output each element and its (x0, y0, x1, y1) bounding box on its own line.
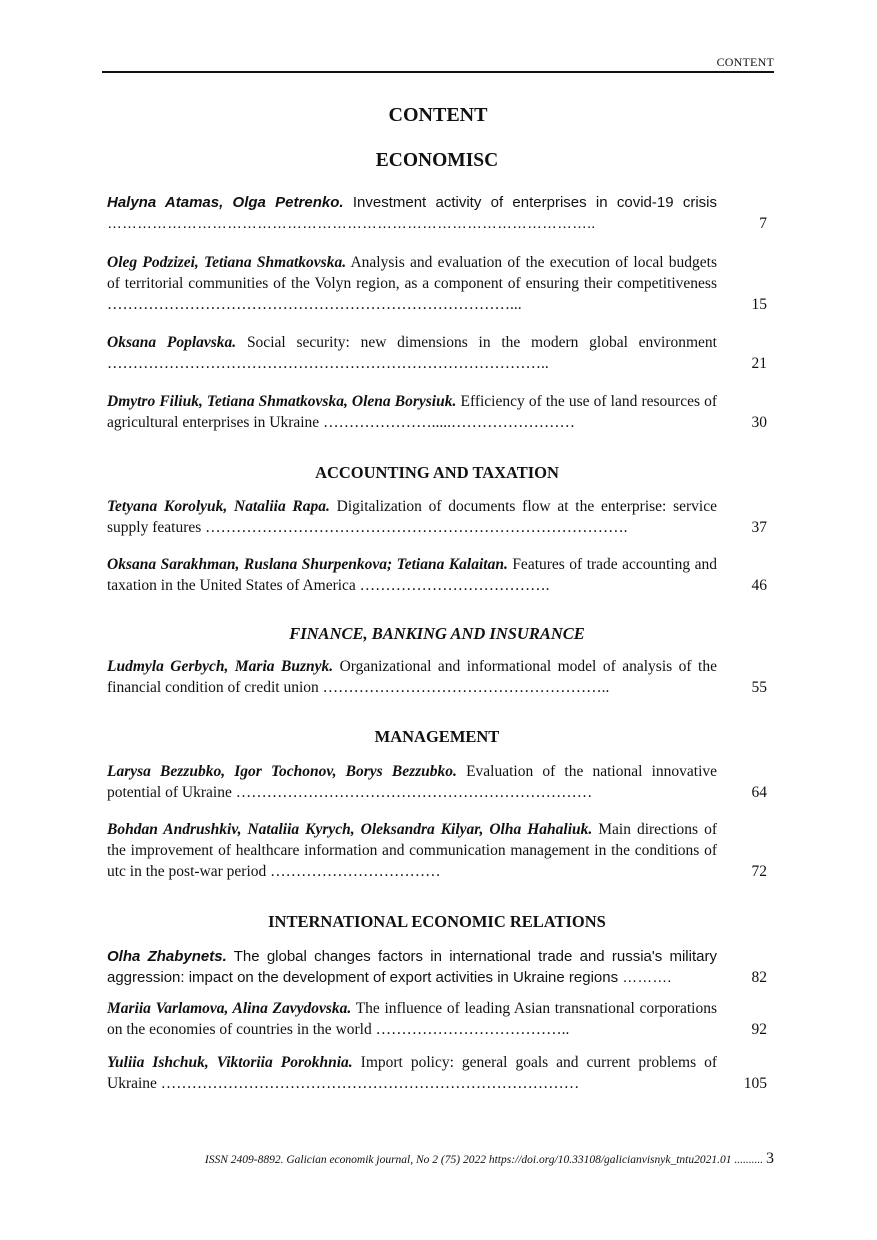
entry-page-number: 30 (751, 414, 767, 431)
entry-title: Main directions of the improvement of healthcare information and communication management in the conditions of utc in the post-war period (107, 821, 717, 880)
entry-title: Organizational and informational model of analysis of the financial condition of credit union (107, 658, 717, 696)
table-of-contents (107, 150, 767, 1094)
entry-page-number: 7 (759, 215, 767, 232)
entry-authors: Yuliia Ishchuk, Viktoriia Porokhnia. (107, 1054, 353, 1071)
entry-authors: Halyna Atamas, Olga Petrenko. (107, 194, 344, 211)
entry-title: Investment activity of enterprises in covid-19 crisis (352, 194, 717, 211)
toc-entry[interactable] (107, 946, 767, 988)
entry-authors: Larysa Bezzubko, Igor Tochonov, Borys Bezzubko. (107, 763, 457, 780)
entry-title: Efficiency of the use of land resources of agricultural enterprises in Ukraine (107, 393, 718, 431)
dot-leader: ………………………………………………………………………….. (107, 355, 549, 372)
running-head: CONTENT (716, 55, 774, 69)
header-rule (102, 71, 774, 73)
entry-title: Digitalization of documents flow at the enterprise: service supply features (107, 498, 717, 536)
entry-text (107, 332, 717, 374)
dot-leader: ……………………………………………….. (318, 679, 610, 696)
entry-text (107, 656, 717, 698)
entry-authors: Bohdan Andrushkiv, Nataliia Kyrych, Oleksandra Kilyar, Olha Hahaliuk. (107, 821, 593, 838)
entry-page-number: 15 (751, 296, 767, 313)
entry-title: Analysis and evaluation of the execution of local budgets of territorial communities of the Volyn region, as a component of ensuring their competitiveness (107, 254, 718, 292)
section-heading-finance: FINANCE, BANKING AND INSURANCE (289, 624, 585, 643)
entry-authors: Oksana Sarakhman, Ruslana Shurpenkova; Tetiana Kalaitan. (107, 556, 508, 573)
dot-leader: ………………….....…………………… (319, 414, 575, 431)
toc-entry[interactable] (107, 192, 767, 234)
entry-page-number: 55 (751, 679, 767, 696)
entry-title: Import policy: general goals and current problems of Ukraine (107, 1054, 718, 1092)
dot-leader: ……………………………………………………………………... (107, 296, 522, 313)
entry-text (107, 946, 717, 988)
entry-title: The global changes factors in international trade and russia's military aggression: impact on the development of export activities in Ukraine regions (107, 948, 717, 986)
dot-leader: ………………………………. (355, 577, 550, 594)
toc-entry[interactable] (107, 761, 767, 803)
entry-text (107, 998, 717, 1040)
dot-leader: …………………………………………………………… (231, 784, 593, 801)
section-heading-accounting: ACCOUNTING AND TAXATION (315, 463, 559, 482)
toc-entry[interactable] (107, 252, 767, 315)
entry-page-number: 46 (751, 577, 767, 594)
entry-text (107, 554, 717, 596)
dot-leader: ………. (618, 969, 672, 986)
entry-page-number: 21 (751, 355, 767, 372)
entry-authors: Ludmyla Gerbych, Maria Buznyk. (107, 658, 334, 675)
toc-entry[interactable] (107, 1052, 767, 1094)
entry-authors: Tetyana Korolyuk, Nataliia Rapa. (107, 498, 330, 515)
entry-authors: Olha Zhabynets. (107, 948, 227, 965)
entry-title: Evaluation of the national innovative potential of Ukraine (107, 763, 718, 801)
entry-title: Social security: new dimensions in the modern global environment (246, 334, 717, 351)
entry-page-number: 105 (743, 1075, 767, 1092)
entry-page-number: 92 (751, 1021, 767, 1038)
entry-text (107, 192, 717, 234)
page-title: CONTENT (388, 104, 488, 126)
entry-authors: Oksana Poplavska. (107, 334, 237, 351)
toc-entry[interactable] (107, 819, 767, 882)
footer-citation: ISSN 2409-8892. Galician economik journal, No 2 (75) 2022 https://doi.org/10.33108/galicianvisnyk_tntu2021.01 .......... (204, 1154, 764, 1166)
entry-page-number: 64 (751, 784, 767, 801)
section-heading-management: MANAGEMENT (374, 727, 500, 746)
section-heading-economics: ECONOMISC (375, 150, 499, 171)
toc-entry[interactable] (107, 496, 767, 538)
entry-authors: Oleg Podzizei, Tetiana Shmatkovska. (107, 254, 347, 271)
section-heading-international: INTERNATIONAL ECONOMIC RELATIONS (268, 912, 606, 931)
footer-page-number: 3 (766, 1150, 774, 1167)
entry-authors: Mariia Varlamova, Alina Zavydovska. (107, 1000, 352, 1017)
entry-title: Features of trade accounting and taxation in the United States of America (107, 556, 718, 594)
entry-text (107, 496, 717, 538)
entry-text (107, 819, 717, 882)
dot-leader: ……………………………….. (371, 1021, 570, 1038)
entry-title: The influence of leading Asian transnational corporations on the economies of countries in the world (107, 1000, 717, 1038)
entry-page-number: 82 (751, 969, 767, 986)
dot-leader: ……………………………………………………………………… (156, 1075, 580, 1092)
entry-authors: Dmytro Filiuk, Tetiana Shmatkovska, Olena Borysiuk. (107, 393, 457, 410)
entry-text (107, 252, 717, 315)
page-footer (102, 1150, 774, 1168)
toc-entry[interactable] (107, 332, 767, 374)
dot-leader: ………………………………………………………………………. (201, 519, 628, 536)
entry-page-number: 37 (751, 519, 767, 536)
entry-page-number: 72 (751, 863, 767, 880)
dot-leader: …………………………… (266, 863, 441, 880)
toc-entry[interactable] (107, 656, 767, 698)
entry-text (107, 1052, 717, 1094)
entry-text (107, 761, 717, 803)
entry-text (107, 391, 717, 433)
toc-entry[interactable] (107, 391, 767, 433)
toc-entry[interactable] (107, 554, 767, 596)
toc-entry[interactable] (107, 998, 767, 1040)
dot-leader: …………………………………………………………………………………….. (107, 215, 596, 232)
